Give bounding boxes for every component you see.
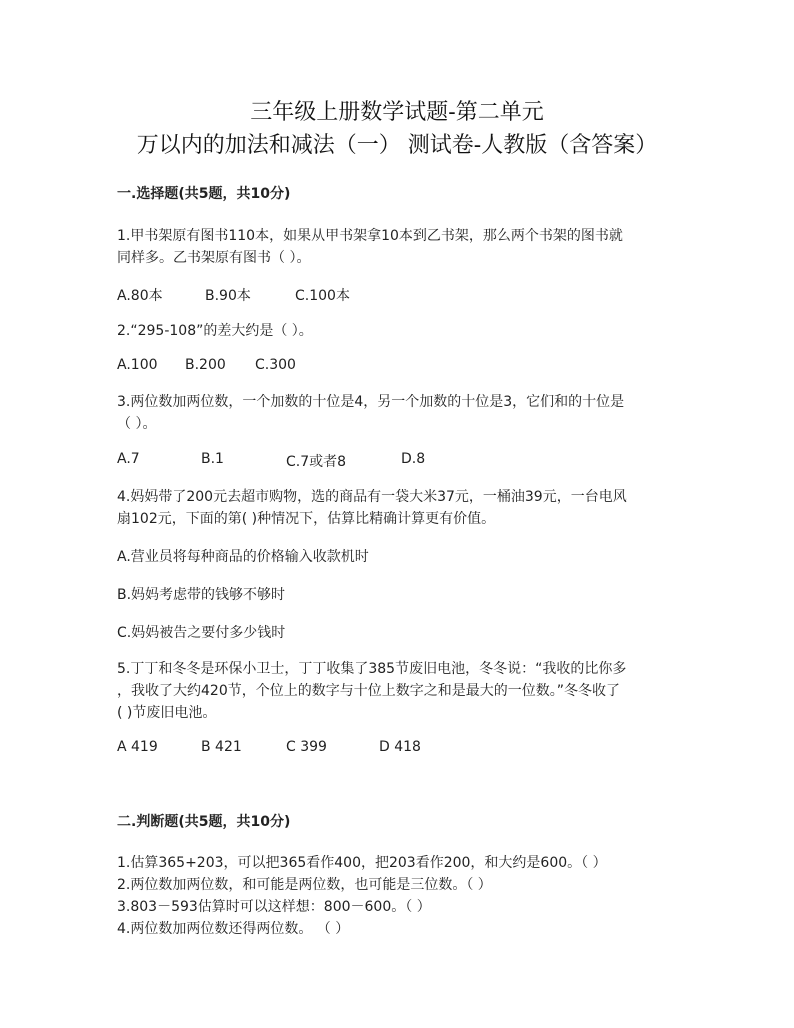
judgment-item-1: 1.估算365+203，可以把365看作400，把203看作200，和大约是600。（ ） [117, 855, 607, 871]
judgment-item-3: 3.803－593估算时可以这样想：800－600。（ ） [117, 899, 431, 915]
question-1-text-cont: 同样多。乙书架原有图书（ ）。 [117, 250, 311, 266]
judgment-item-2: 2.两位数加两位数，和可能是两位数，也可能是三位数。（ ） [117, 877, 492, 893]
question-5-text-cont2: ( )节废旧电池。 [117, 705, 217, 721]
question-3-text: 3.两位数加两位数，一个加数的十位是4，另一个加数的十位是3，它们和的十位是 [117, 394, 625, 410]
option-a[interactable]: A.营业员将每种商品的价格输入收款机时 [117, 549, 369, 565]
question-4-text: 4.妈妈带了200元去超市购物，选的商品有一袋大米37元，一桶油39元，一台电风 [117, 489, 627, 505]
option-c[interactable]: C 399 [286, 739, 327, 755]
page-title: 三年级上册数学试题-第二单元 [250, 100, 544, 125]
option-a[interactable]: A.100 [117, 357, 158, 373]
question-1-text: 1.甲书架原有图书110本，如果从甲书架拿10本到乙书架，那么两个书架的图书就 [117, 228, 623, 244]
section-heading-choice: 一.选择题(共5题，共10分) [117, 186, 291, 202]
option-d[interactable]: D 418 [379, 739, 421, 755]
option-c[interactable]: C.妈妈被告之要付多少钱时 [117, 625, 286, 641]
question-5-text-cont: ，我收了大约420节，个位上的数字与十位上数字之和是最大的一位数。”冬冬收了 [117, 683, 620, 699]
option-a[interactable]: A 419 [117, 739, 158, 755]
question-3-text-cont: （ ）。 [117, 416, 157, 432]
judgment-item-4: 4.两位数加两位数还得两位数。 （ ） [117, 921, 350, 937]
option-a[interactable]: A.80本 [117, 288, 163, 304]
question-4-text-cont: 扇102元，下面的第( )种情况下，估算比精确计算更有价值。 [117, 511, 496, 527]
option-a[interactable]: A.7 [117, 451, 140, 467]
question-5-text: 5.丁丁和冬冬是环保小卫士，丁丁收集了385节废旧电池，冬冬说：“我收的比你多 [117, 661, 627, 677]
option-b[interactable]: B.妈妈考虑带的钱够不够时 [117, 587, 286, 603]
question-2-text: 2.“295-108”的差大约是（ ）。 [117, 323, 313, 339]
option-b[interactable]: B.1 [201, 451, 224, 467]
option-c[interactable]: C.100本 [295, 288, 350, 304]
option-b[interactable]: B 421 [201, 739, 242, 755]
option-c[interactable]: C.7或者8 [286, 454, 347, 470]
option-c[interactable]: C.300 [255, 357, 296, 373]
option-d[interactable]: D.8 [401, 451, 426, 467]
section-heading-judgment: 二.判断题(共5题，共10分) [117, 814, 291, 830]
option-b[interactable]: B.90本 [205, 288, 251, 304]
page-subtitle: 万以内的加法和减法（一） 测试卷-人教版（含答案） [136, 133, 658, 158]
option-b[interactable]: B.200 [185, 357, 226, 373]
